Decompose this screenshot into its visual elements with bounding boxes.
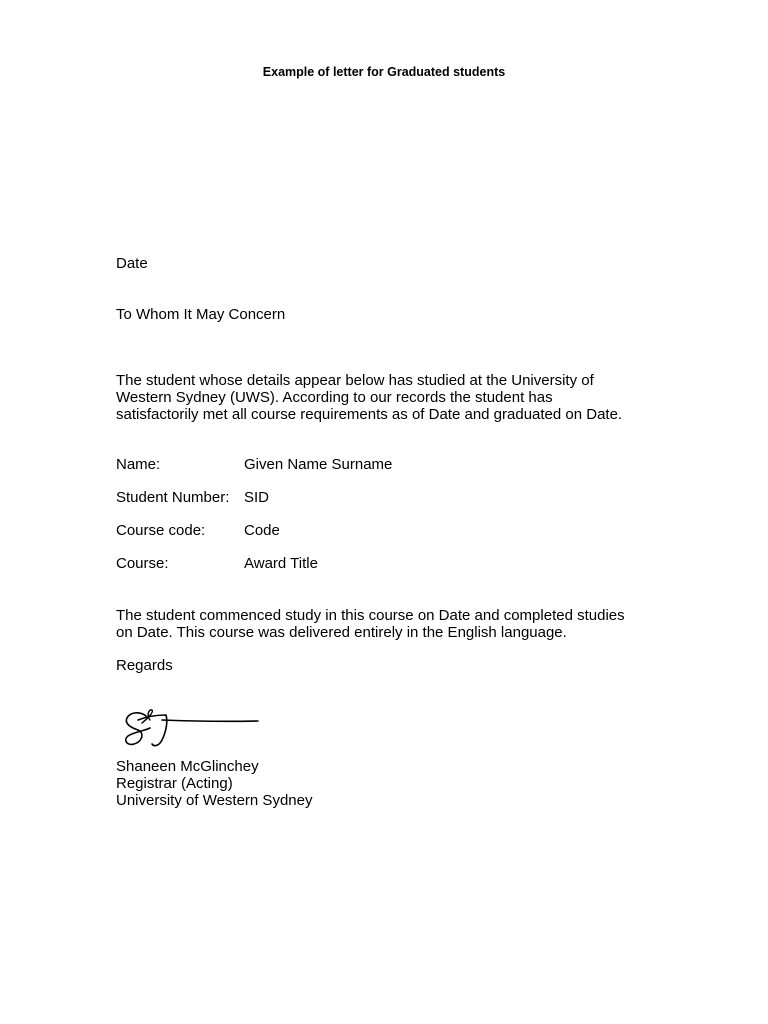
intro-line: Western Sydney (UWS). According to our records the student has (116, 389, 553, 406)
intro-line: The student whose details appear below has studied at the University of (116, 372, 594, 389)
signatory-organization: University of Western Sydney (116, 792, 313, 809)
commencement-paragraph (116, 607, 656, 641)
detail-label: Course code: (116, 522, 206, 539)
detail-label: Student Number: (116, 489, 230, 506)
detail-row-student-number (116, 489, 676, 506)
intro-line: satisfactorily met all course requirements as of Date and graduated on Date. (116, 406, 623, 423)
signatory-block (116, 758, 676, 809)
handwritten-signature (118, 706, 263, 752)
intro-paragraph (116, 372, 656, 423)
detail-value: Given Name Surname (244, 456, 393, 473)
student-details (116, 456, 676, 588)
date-line: Date (116, 255, 148, 272)
detail-row-course (116, 555, 676, 572)
detail-value: Award Title (244, 555, 318, 572)
detail-label: Name: (116, 456, 161, 473)
detail-row-name (116, 456, 676, 473)
signatory-title: Registrar (Acting) (116, 775, 233, 792)
closing-regards: Regards (116, 657, 173, 674)
detail-value: SID (244, 489, 270, 506)
detail-row-course-code (116, 522, 676, 539)
detail-value: Code (244, 522, 280, 539)
signatory-name: Shaneen McGlinchey (116, 758, 259, 775)
detail-label: Course: (116, 555, 169, 572)
commence-line: on Date. This course was delivered entirely in the English language. (116, 624, 567, 641)
letter-heading: Example of letter for Graduated students (262, 65, 506, 79)
salutation: To Whom It May Concern (116, 306, 286, 323)
commence-line: The student commenced study in this course on Date and completed studies (116, 607, 625, 624)
